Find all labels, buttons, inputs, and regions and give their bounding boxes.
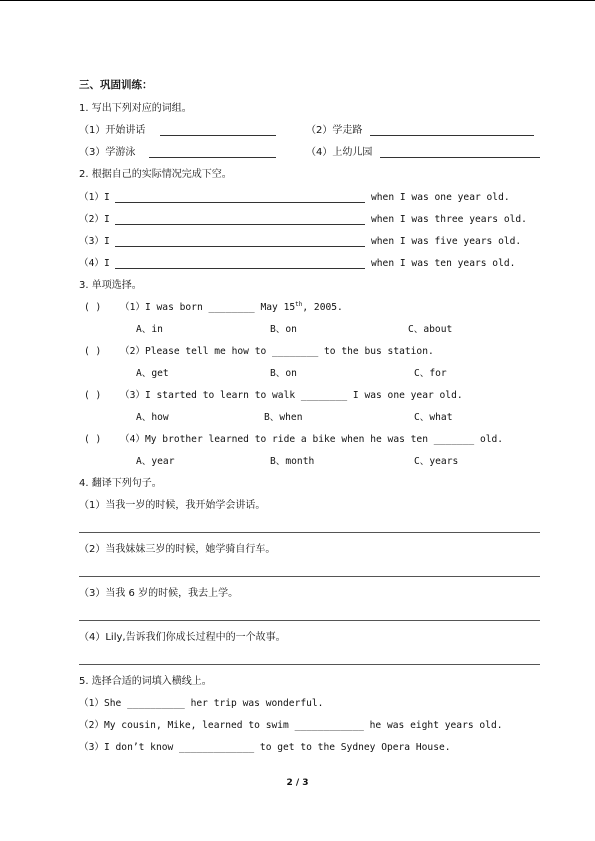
q2-row-4-tail: when I was ten years old. bbox=[371, 258, 516, 269]
q4-answer-line-3[interactable] bbox=[79, 620, 540, 621]
header-rule bbox=[0, 0, 595, 1]
q3-bracket-2[interactable]: ( ) bbox=[84, 346, 102, 357]
q1-blank-2[interactable] bbox=[370, 135, 534, 136]
q3-bracket-3[interactable]: ( ) bbox=[84, 390, 102, 401]
q3-stem-1: （1）I was born ________ May 15th, 2005. bbox=[120, 300, 343, 313]
q3-3-option-a[interactable]: A、how bbox=[136, 412, 169, 423]
q2-row-2-tail: when I was three years old. bbox=[371, 214, 527, 225]
q3-heading: 3. 单项选择。 bbox=[79, 280, 142, 291]
q3-3-option-c[interactable]: C、what bbox=[414, 412, 453, 423]
q4-answer-line-4[interactable] bbox=[79, 664, 540, 665]
q2-row-4-blank[interactable] bbox=[115, 268, 365, 269]
q4-item-3: （3）当我 6 岁的时候，我去上学。 bbox=[79, 588, 239, 599]
q4-answer-line-1[interactable] bbox=[79, 532, 540, 533]
q3-bracket-4[interactable]: ( ) bbox=[84, 434, 102, 445]
q3-1-option-a[interactable]: A、in bbox=[136, 324, 163, 335]
q3-4-option-a[interactable]: A、year bbox=[136, 456, 175, 467]
q5-heading: 5. 选择合适的词填入横线上。 bbox=[79, 676, 212, 687]
q2-row-3-num: （3）I bbox=[79, 236, 110, 247]
q4-answer-line-2[interactable] bbox=[79, 576, 540, 577]
q2-row-3-tail: when I was five years old. bbox=[371, 236, 522, 247]
q4-heading: 4. 翻译下列句子。 bbox=[79, 478, 162, 489]
q2-row-2-blank[interactable] bbox=[115, 224, 365, 225]
q1-item-1: （1）开始讲话 bbox=[79, 125, 146, 136]
q3-4-option-c[interactable]: C、years bbox=[414, 456, 459, 467]
q5-item-2: （2）My cousin, Mike, learned to swim ____________ he was eight years old. bbox=[79, 720, 503, 731]
q2-row-2-num: （2）I bbox=[79, 214, 110, 225]
q1-blank-3[interactable] bbox=[149, 157, 276, 158]
q3-2-option-c[interactable]: C、for bbox=[414, 368, 447, 379]
q3-2-option-b[interactable]: B、on bbox=[270, 368, 297, 379]
q3-stem-4: （4）My brother learned to ride a bike when he was ten _______ old. bbox=[120, 434, 504, 445]
q1-blank-1[interactable] bbox=[160, 135, 276, 136]
q3-stem-3: （3）I started to learn to walk ________ I was one year old. bbox=[120, 390, 463, 401]
q1-blank-4[interactable] bbox=[380, 157, 540, 158]
q2-row-1-num: （1）I bbox=[79, 192, 110, 203]
q3-stem-2: （2）Please tell me how to ________ to the bus station. bbox=[120, 346, 434, 357]
q2-row-3-blank[interactable] bbox=[115, 246, 365, 247]
q3-bracket-1[interactable]: ( ) bbox=[84, 302, 102, 313]
q4-item-1: （1）当我一岁的时候，我开始学会讲话。 bbox=[79, 500, 266, 511]
q4-item-2: （2）当我妹妹三岁的时候，她学骑自行车。 bbox=[79, 544, 276, 555]
q5-item-1: （1）She __________ her trip was wonderful. bbox=[79, 698, 324, 709]
q1-item-4: （4）上幼儿园 bbox=[306, 147, 373, 158]
q3-3-option-b[interactable]: B、when bbox=[264, 412, 303, 423]
q3-1-option-c[interactable]: C、about bbox=[408, 324, 453, 335]
q1-item-3: （3）学游泳 bbox=[79, 147, 136, 158]
q4-item-4: （4）Lily,告诉我们你成长过程中的一个故事。 bbox=[79, 632, 286, 643]
q2-row-4-num: （4）I bbox=[79, 258, 110, 269]
q5-item-3: （3）I don’t know _____________ to get to the Sydney Opera House. bbox=[79, 742, 451, 753]
q2-heading: 2. 根据自己的实际情况完成下空。 bbox=[79, 169, 232, 180]
section-title: 三、巩固训练： bbox=[79, 79, 153, 91]
page-number: 2 / 3 bbox=[286, 778, 309, 788]
q1-heading: 1. 写出下列对应的词组。 bbox=[79, 103, 192, 114]
q2-row-1-tail: when I was one year old. bbox=[371, 192, 510, 203]
q1-item-2: （2）学走路 bbox=[306, 125, 363, 136]
q3-2-option-a[interactable]: A、get bbox=[136, 368, 169, 379]
q3-1-option-b[interactable]: B、on bbox=[270, 324, 297, 335]
q3-4-option-b[interactable]: B、month bbox=[270, 456, 315, 467]
q2-row-1-blank[interactable] bbox=[115, 202, 365, 203]
